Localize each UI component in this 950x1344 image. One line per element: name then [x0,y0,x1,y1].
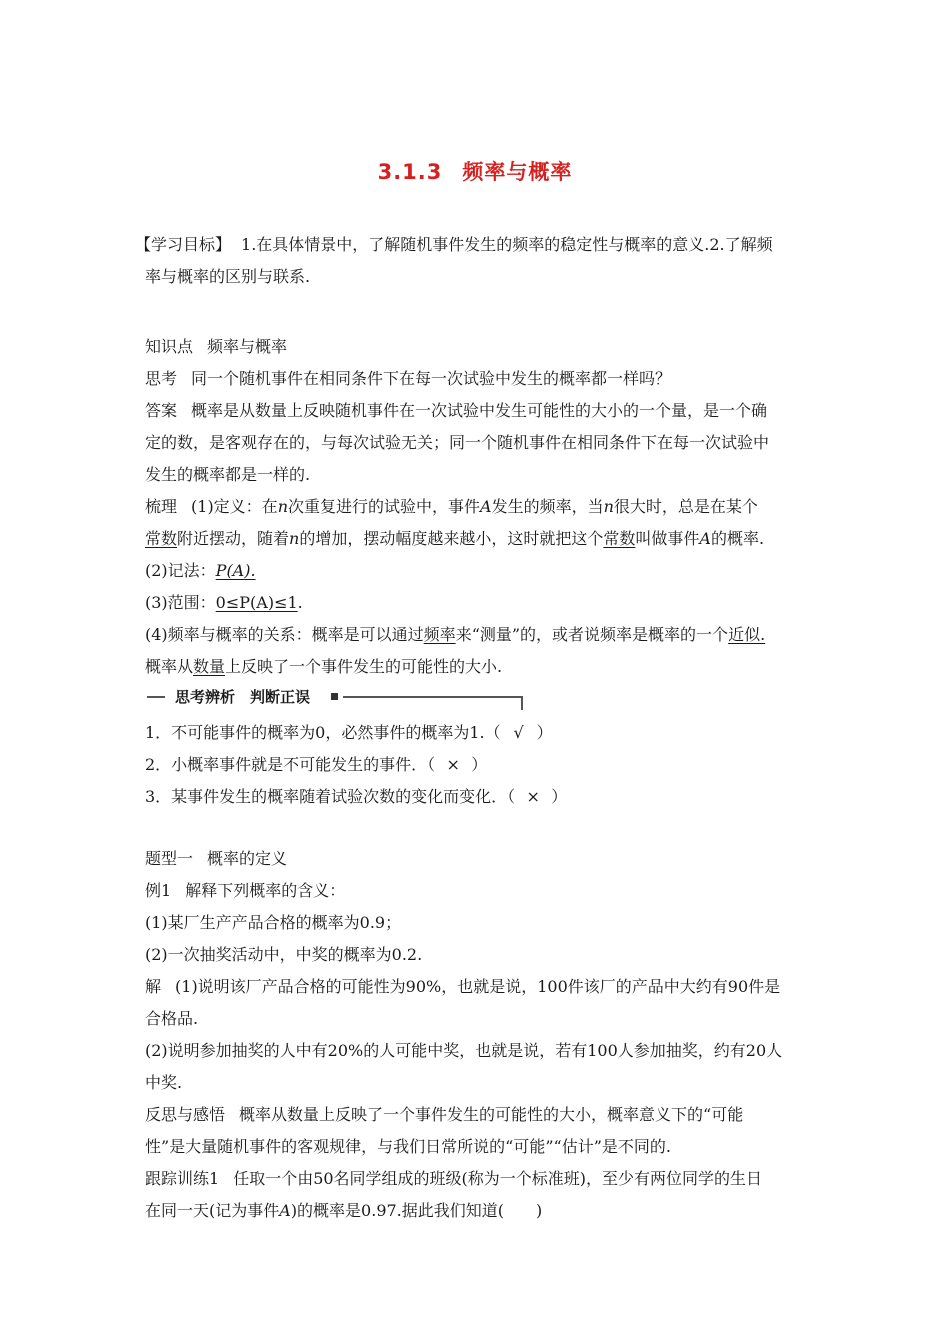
cross-mark-icon: × [526,787,540,806]
blank-frequency: 频率 [423,625,456,644]
blank-constant-1: 常数 [145,529,178,548]
check-mark-icon: √ [513,723,524,742]
question-1: (1)某厂生产产品合格的概率为0.9； [145,913,402,932]
reflection-line-2: 性”是大量随机事件的客观规律，与我们日常所说的“可能”“估计”是不同的. [145,1137,671,1156]
judge-item-3: 3．某事件发生的概率随着试验次数的变化而变化．（ × ） [145,781,810,813]
blank-quantity: 数量 [193,657,226,676]
relation-line-1: (4)频率与概率的关系：概率是可以通过频率来“测量”的，或者说频率是概率的一个近似. [145,625,766,644]
solution-2-line-1: (2)说明参加抽奖的人中有20%的人可能中奖，也就是说，若有100人参加抽奖，约有20人 [145,1041,783,1060]
objectives-line-2: 率与概率的区别与联系. [145,267,311,286]
solution-2-line-2: 中奖. [145,1073,183,1092]
example-line: 例1 解释下列概率的含义： [145,881,346,900]
judge-banner [145,685,525,715]
definition-line-2: 常数附近摆动，随着n的增加，摆动幅度越来越小，这时就把这个常数叫做事件A的概率. [145,529,765,548]
page-title [0,156,950,186]
judge-banner-title: 思考辨析 判断正误 [175,688,311,706]
judge-item-1: 1．不可能事件的概率为0，必然事件的概率为1.（ √ ） [145,717,810,749]
solution-1-line-2: 合格品. [145,1009,199,1028]
tracking-line-1: 跟踪训练1 任取一个由50名同学组成的班级(称为一个标准班)，至少有两位同学的生日 [145,1169,763,1188]
banner-square-icon [331,693,338,700]
reflection-line-1: 反思与感悟 概率从数量上反映了一个事件发生的可能性的大小，概率意义下的“可能 [145,1105,744,1124]
section-title: 频率与概率 [462,160,573,184]
range-line: (3)范围：0≤P(A)≤1. [145,593,303,612]
document-body [135,229,810,1227]
relation-line-2: 概率从数量上反映了一个事件发生的可能性的大小. [145,657,503,676]
objectives-label: 【学习目标】 [135,235,232,254]
blank-constant-2: 常数 [603,529,636,548]
definition-line-1: 梳理 (1)定义：在n次重复进行的试验中，事件A发生的频率，当n很大时，总是在某个 [145,497,758,516]
knowledge-heading: 知识点 频率与概率 [145,337,288,356]
answer-line-3: 发生的概率都是一样的. [145,465,311,484]
objectives-line-1: 【学习目标】 1.在具体情景中，了解随机事件发生的频率的稳定性与概率的意义.2.了解频 [135,235,773,254]
solution-1-line-1: 解 (1)说明该厂产品合格的可能性为90%，也就是说，100件该厂的产品中大约有90件是 [145,977,781,996]
cross-mark-icon: × [446,755,460,774]
answer-line-2: 定的数，是客观存在的，与每次试验无关；同一个随机事件在相同条件下在每一次试验中 [145,433,770,452]
judge-item-2: 2．小概率事件就是不可能发生的事件．（ × ） [145,749,810,781]
blank-approximation: 近似. [728,625,766,644]
answer-line-1: 答案 概率是从数量上反映随机事件在一次试验中发生可能性的大小的一个量，是一个确 [145,401,768,420]
question-2: (2)一次抽奖活动中，中奖的概率为0.2. [145,945,423,964]
blank-notation: P(A). [215,561,256,580]
think-line: 思考 同一个随机事件在相同条件下在每一次试验中发生的概率都一样吗？ [145,369,672,388]
blank-range: 0≤P(A)≤1 [215,593,298,612]
section-number: 3.1.3 [377,160,443,184]
type1-heading: 题型一 概率的定义 [145,849,288,868]
notation-line: (2)记法：P(A). [145,561,256,580]
tracking-line-2: 在同一天(记为事件A)的概率是0.97.据此我们知道( ) [145,1201,543,1220]
